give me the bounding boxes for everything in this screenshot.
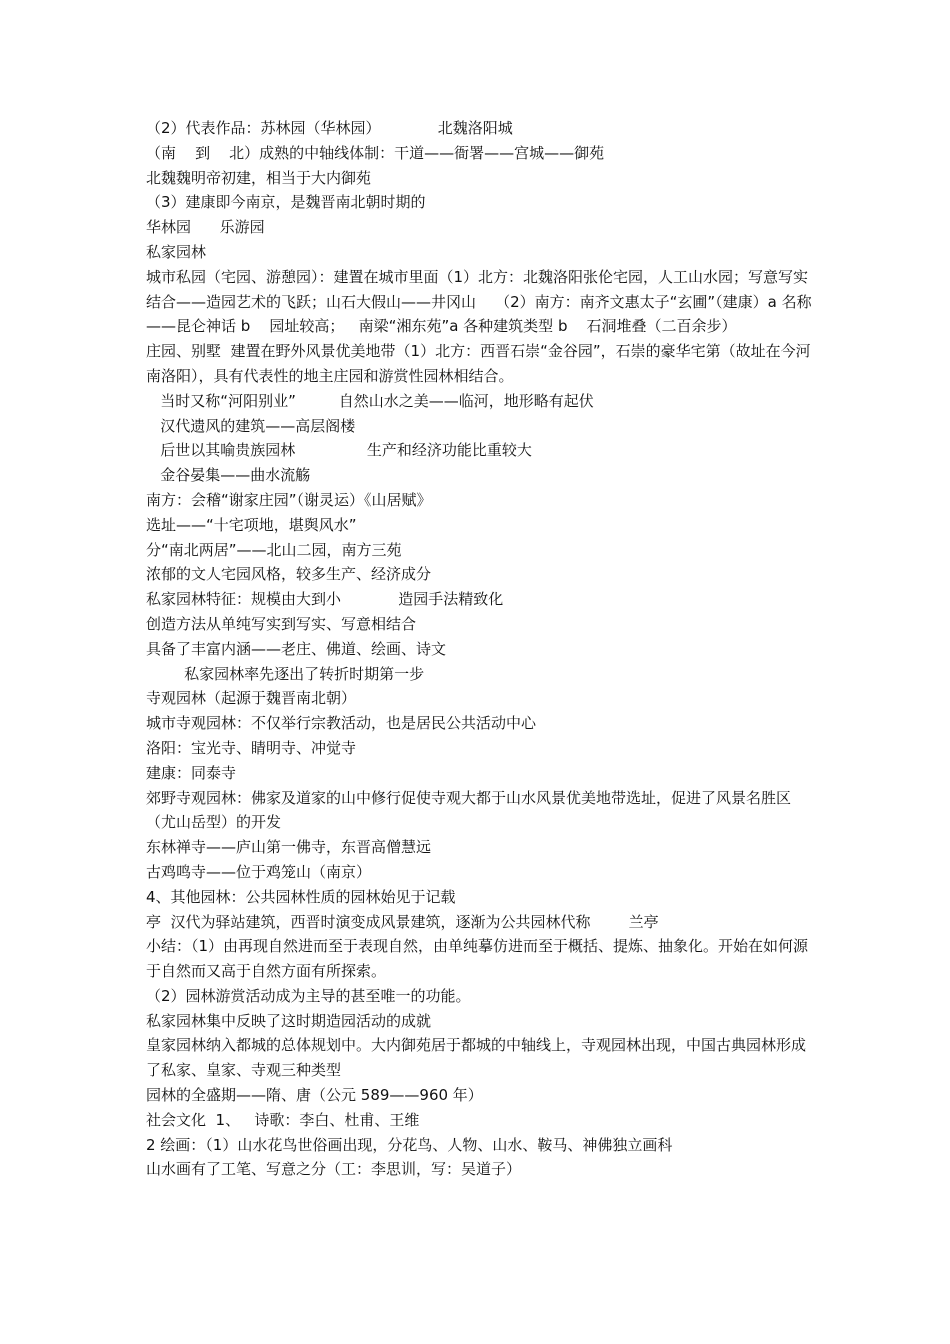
text-line: （南 到 北）成熟的中轴线体制：干道——衙署——宫城——御苑 [146,143,605,162]
text-line: 建康：同泰寺 [146,763,237,782]
text-line: 社会文化 1、 诗歌：李白、杜甫、王维 [146,1110,420,1129]
text-paragraph: 城市私园（宅园、游憩园）：建置在城市里面（1）北方：北魏洛阳张伦宅园，人工山水园；写意写实结合——造园艺术的飞跃；山石大假山——井冈山 （2）南方：南齐文惠太子“玄圃”（建康）a 名称——昆仑神话 b 园址较高； 南梁“湘东苑”a 各种建筑类型 b 石洞堆叠（二百余步） [146,267,812,336]
text-line: （3）建康即今南京，是魏晋南北朝时期的 [146,193,426,212]
text-paragraph: 郊野寺观园林：佛家及道家的山中修行促使寺观大都于山水风景优美地带选址，促进了风景名胜区（尤山岳型）的开发 [146,788,792,832]
section-heading: 私家园林 [146,242,207,261]
document-body [146,116,818,1182]
text-line: 汉代遗风的建筑——高层阁楼 [146,416,356,435]
text-line: 选址——“十宅项地，堪舆风水” [146,515,357,534]
text-line: 城市寺观园林：不仅举行宗教活动，也是居民公共活动中心 [146,714,537,733]
text-paragraph: 皇家园林纳入都城的总体规划中。大内御苑居于都城的中轴线上，寺观园林出现，中国古典园林形成了私家、皇家、寺观三种类型 [146,1036,807,1080]
text-line: 山水画有了工笔、写意之分（工：李思训，写：吴道子） [146,1160,522,1179]
text-line: 当时又称“河阳别业” 自然山水之美——临河，地形略有起伏 [146,391,594,410]
text-line: 华林园 乐游园 [146,218,265,237]
text-line: 私家园林特征：规模由大到小 造园手法精致化 [146,590,504,609]
text-line: 亭 汉代为驿站建筑，西晋时演变成风景建筑，逐渐为公共园林代称 兰亭 [146,912,659,931]
text-line: 南方：会稽“谢家庄园”（谢灵运）《山居赋》 [146,490,432,509]
text-line: 分“南北两居”——北山二园，南方三苑 [146,540,402,559]
text-line: 4、其他园林：公共园林性质的园林始见于记载 [146,887,456,906]
text-line: （2）代表作品：苏林园（华林园） 北魏洛阳城 [146,119,513,137]
text-line: 私家园林集中反映了这时期造园活动的成就 [146,1011,432,1030]
text-paragraph: 小结：（1）由再现自然进而至于表现自然，由单纯摹仿进而至于概括、提炼、抽象化。开始在如何源于自然而又高于自然方面有所探索。 [146,937,809,981]
text-line: 金谷晏集——曲水流觞 [146,466,311,485]
text-line: 2 绘画：（1）山水花鸟世俗画出现，分花鸟、人物、山水、鞍马、神佛独立画科 [146,1135,673,1154]
text-line: 私家园林率先逐出了转折时期第一步 [146,664,425,683]
text-line: 创造方法从单纯写实到写实、写意相结合 [146,614,417,633]
text-paragraph: 庄园、别墅 建置在野外风景优美地带（1）北方：西晋石崇“金谷园”，石崇的豪华宅第（故址在今河南洛阳），具有代表性的地主庄园和游赏性园林相结合。 [146,342,811,385]
text-line: 洛阳：宝光寺、睛明寺、冲觉寺 [146,738,357,757]
text-line: 后世以其喻贵族园林 生产和经济功能比重较大 [146,441,532,460]
text-line: 东林禅寺——庐山第一佛寺，东晋高僧慧远 [146,838,432,857]
text-line: 具备了丰富内涵——老庄、佛道、绘画、诗文 [146,639,447,658]
text-line: 浓郁的文人宅园风格，较多生产、经济成分 [146,565,432,584]
text-line: 古鸡鸣寺——位于鸡笼山（南京） [146,862,372,881]
section-heading: 寺观园林（起源于魏晋南北朝） [146,689,357,708]
text-line: 园林的全盛期——隋、唐（公元 589——960 年） [146,1086,483,1105]
text-line: 北魏魏明帝初建，相当于大内御苑 [146,168,372,187]
text-line: （2）园林游赏活动成为主导的甚至唯一的功能。 [146,986,471,1005]
